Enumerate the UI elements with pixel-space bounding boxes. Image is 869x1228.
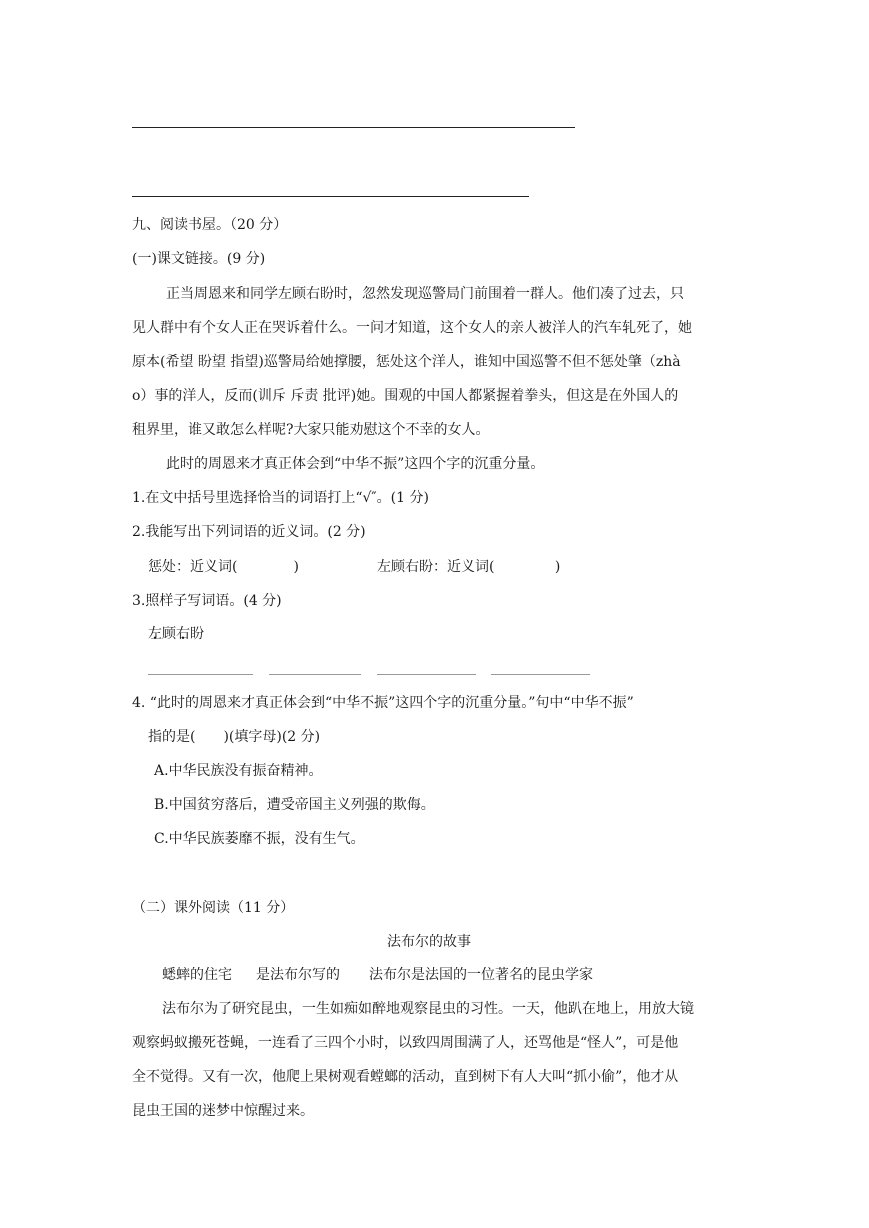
question-1: 1.在文中括号里选择恰当的词语打上“√″。(1 分) bbox=[132, 490, 429, 506]
question-3: 3.照样子写词语。(4 分) bbox=[132, 593, 282, 609]
story-line-1: 法布尔为了研究昆虫，一生如痴如醉地观察昆虫的习性。一天，他趴在地上，用放大镜 bbox=[162, 1001, 694, 1017]
example-char-2: 顾 bbox=[162, 626, 176, 642]
story-line-4: 昆虫王国的迷梦中惊醒过来。 bbox=[132, 1103, 314, 1119]
question-4-option-c: C.中华民族萎靡不振，没有生气。 bbox=[154, 831, 365, 847]
answer-blank-1[interactable] bbox=[148, 674, 253, 675]
passage-line-3: 原本(希望 盼望 指望)巡警局给她撑腰，惩处这个洋人，谁知中国巡警不但不惩处肇（zhà bbox=[132, 354, 681, 370]
question-2-b[interactable]: 左顾右盼：近义词( ) bbox=[377, 559, 561, 575]
story-title: 法布尔的故事 bbox=[387, 934, 471, 950]
question-4-option-b: B.中国贫穷落后，遭受帝国主义列强的欺侮。 bbox=[154, 797, 435, 813]
question-4-line-1: 4. “此时的周恩来才真正体会到“中华不振”这四个字的沉重分量。”句中“中华不振” bbox=[132, 695, 634, 711]
passage-line-6: 此时的周恩来才真正体会到“中华不振”这四个字的沉重分量。 bbox=[166, 456, 545, 472]
part-2-title: （二）课外阅读（11 分） bbox=[132, 900, 295, 916]
example-char-1: 左 bbox=[148, 626, 162, 642]
passage-line-4: o）事的洋人，反而(训斥 斥责 批评)她。围观的中国人都紧握着拳头，但这是在外国人的 bbox=[132, 388, 679, 404]
section-9-title: 九、阅读书屋。（20 分） bbox=[132, 217, 288, 233]
question-2-a[interactable]: 惩处：近义词( ) bbox=[148, 559, 299, 575]
example-char-4: 盼 bbox=[190, 626, 204, 642]
answer-line-1[interactable] bbox=[132, 127, 575, 128]
passage-line-1: 正当周恩来和同学左顾右盼时，忽然发现巡警局门前围着一群人。他们凑了过去，只 bbox=[166, 286, 684, 302]
passage-line-2: 见人群中有个女人正在哭诉着什么。一问才知道，这个女人的亲人被洋人的汽车轧死了，她 bbox=[132, 320, 692, 336]
story-subtitle-c: 法布尔是法国的一位著名的昆虫学家 bbox=[369, 967, 593, 983]
part-1-title: (一)课文链接。(9 分) bbox=[132, 251, 266, 267]
story-line-3: 全不觉得。又有一次，他爬上果树观看螳螂的活动，直到树下有人大叫“抓小偷”，他才从 bbox=[132, 1069, 679, 1085]
answer-blank-2[interactable] bbox=[269, 674, 361, 675]
question-4-option-a: A.中华民族没有振奋精神。 bbox=[154, 763, 323, 779]
passage-line-5: 租界里，谁又敢怎么样呢?大家只能劝慰这个不幸的女人。 bbox=[132, 422, 490, 438]
story-line-2: 观察蚂蚁搬死苍蝇，一连看了三四个小时，以致四周围满了人，还骂他是“怪人”，可是他 bbox=[132, 1035, 679, 1051]
story-subtitle-b: 是法布尔写的 bbox=[256, 967, 340, 983]
story-subtitle-a: 蟋蟀的住宅 bbox=[162, 967, 232, 983]
example-char-3: 右 bbox=[176, 626, 190, 642]
answer-blank-4[interactable] bbox=[491, 674, 590, 675]
question-3-example bbox=[148, 623, 204, 643]
question-4-line-2[interactable]: 指的是( )(填字母)(2 分) bbox=[148, 729, 321, 745]
answer-line-2[interactable] bbox=[132, 196, 529, 197]
answer-blank-3[interactable] bbox=[377, 674, 476, 675]
question-2: 2.我能写出下列词语的近义词。(2 分) bbox=[132, 524, 366, 540]
